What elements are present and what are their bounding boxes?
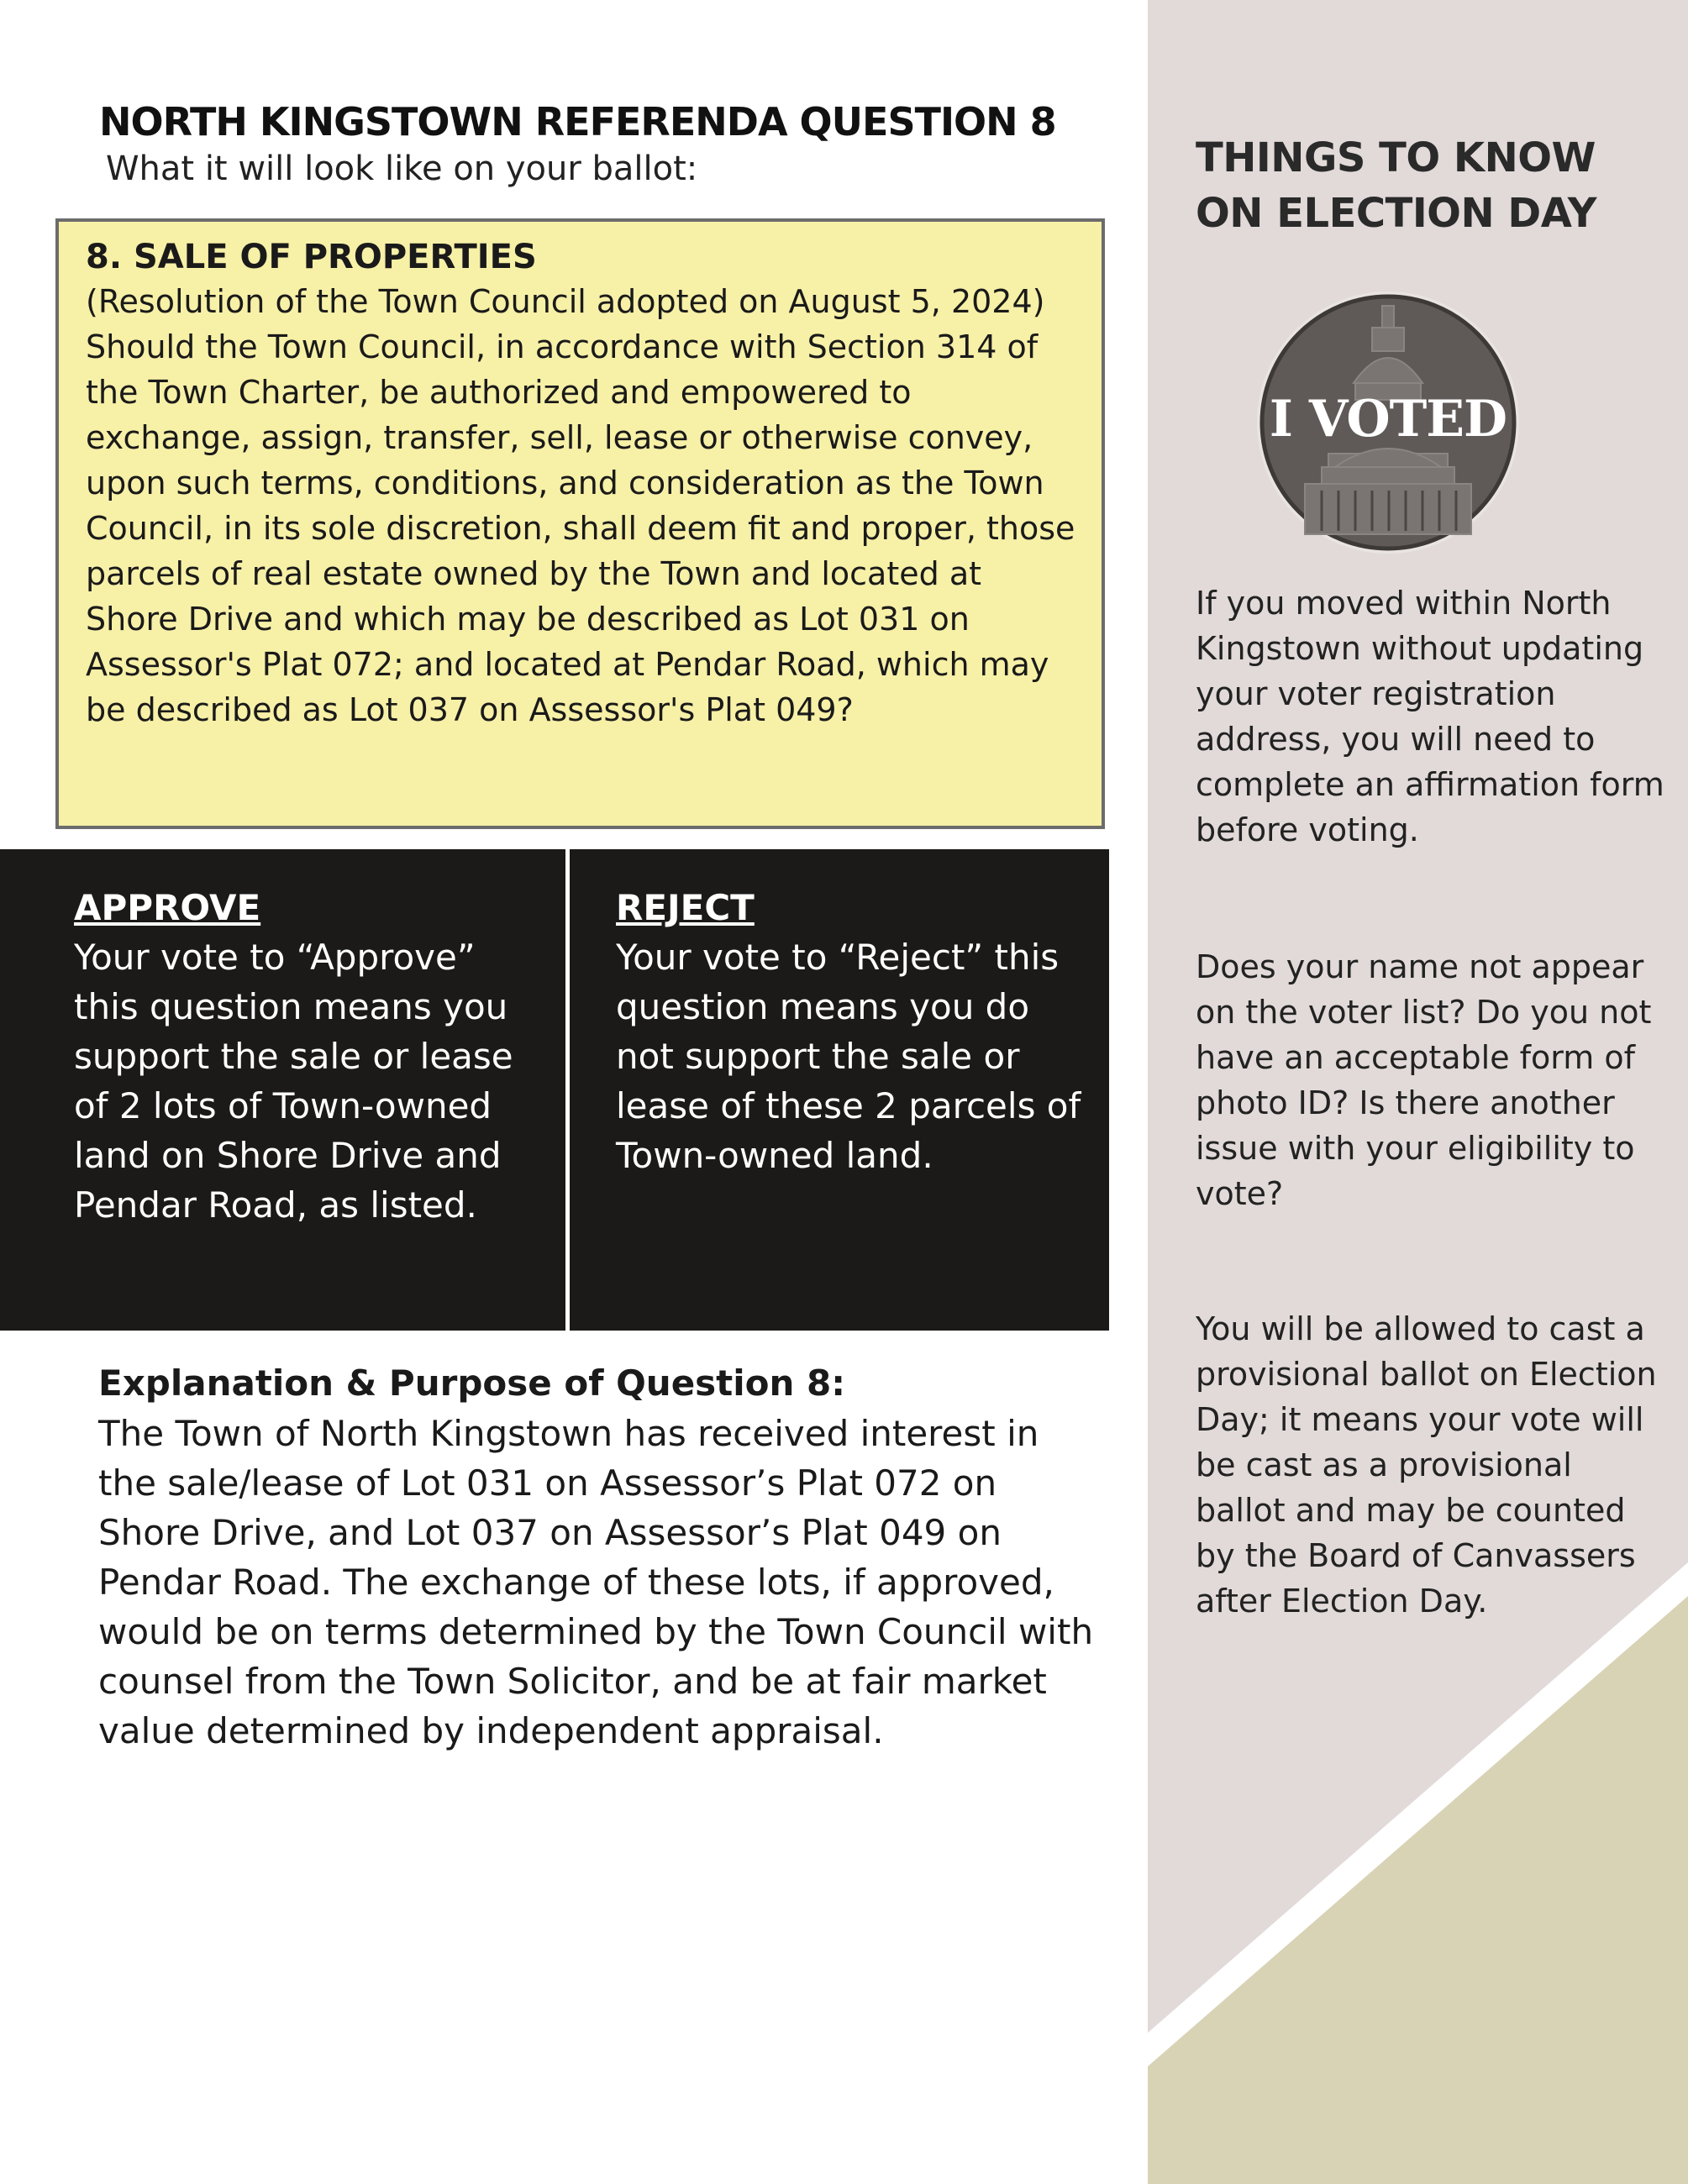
explanation-section (98, 1358, 1107, 1756)
explanation-title: Explanation & Purpose of Question 8: (98, 1362, 846, 1404)
page-title: NORTH KINGSTOWN REFERENDA QUESTION 8 (99, 99, 1056, 144)
i-voted-badge-text: I VOTED (1269, 390, 1507, 449)
ballot-question-text: Should the Town Council, in accordance with Section 314 of the Town Charter, be authorized and empowered to exchange, assign, transfer, sell, lease or otherwise convey, upon such terms, conditions, and consideration as the Town Council, in its sole discretion, shall deem fit and proper, those parcels of real estate owned by the Town and located at Shore Drive and which may be described as Lot 031 on Assessor's Plat 072; and located at Pendar Road, which may be described as Lot 037 on Assessor's Plat 049? (86, 328, 1075, 728)
i-voted-badge (1254, 289, 1522, 556)
ballot-question-body (86, 279, 1076, 732)
approve-description: Your vote to “Approve” this question means you support the sale or lease of 2 lots of Town-owned land on Shore Drive and Pendar Road, as listed. (74, 937, 513, 1226)
sidebar-title: THINGS TO KNOW ON ELECTION DAY (1196, 134, 1597, 237)
voter-list-issue-info: Does your name not appear on the voter list? Do you not have an acceptable form of photo ID? Is there another issue with your eligibility to vote? (1196, 948, 1652, 1212)
approve-option (74, 883, 544, 1230)
reject-description: Your vote to “Reject” this question means you do not support the sale or lease of these 2 parcels of Town-owned land. (616, 937, 1081, 1176)
vote-options-panel (0, 849, 1109, 1331)
approve-heading: APPROVE (74, 887, 261, 928)
ballot-resolution-text: (Resolution of the Town Council adopted on August 5, 2024) (86, 283, 1045, 320)
provisional-ballot-info: You will be allowed to cast a provisional ballot on Election Day; it means your vote will be cast as a provisional ballot and may be counted by the Board of Canvassers after Election Day. (1196, 1310, 1657, 1620)
corner-accent-shape (1148, 1596, 1688, 2184)
reject-option (616, 883, 1086, 1180)
ballot-question-title: 8. SALE OF PROPERTIES (86, 238, 537, 276)
moved-address-info: If you moved within North Kingstown without updating your voter registration address, you will need to complete an affirmation form before voting. (1196, 585, 1664, 848)
page-subtitle: What it will look like on your ballot: (106, 150, 698, 188)
explanation-body: The Town of North Kingstown has received interest in the sale/lease of Lot 031 on Assessor’s Plat 072 on Shore Drive, and Lot 037 on Assessor’s Plat 049 on Pendar Road. The exchange of these lots, if approved, would be on terms determined by the Town Council with counsel from the Town Solicitor, and be at fair market value determined by independent appraisal. (98, 1413, 1094, 1751)
ballot-preview-box (55, 218, 1105, 829)
election-day-sidebar (1148, 0, 1688, 2184)
vote-divider (565, 849, 570, 1331)
reject-heading: REJECT (616, 887, 755, 928)
